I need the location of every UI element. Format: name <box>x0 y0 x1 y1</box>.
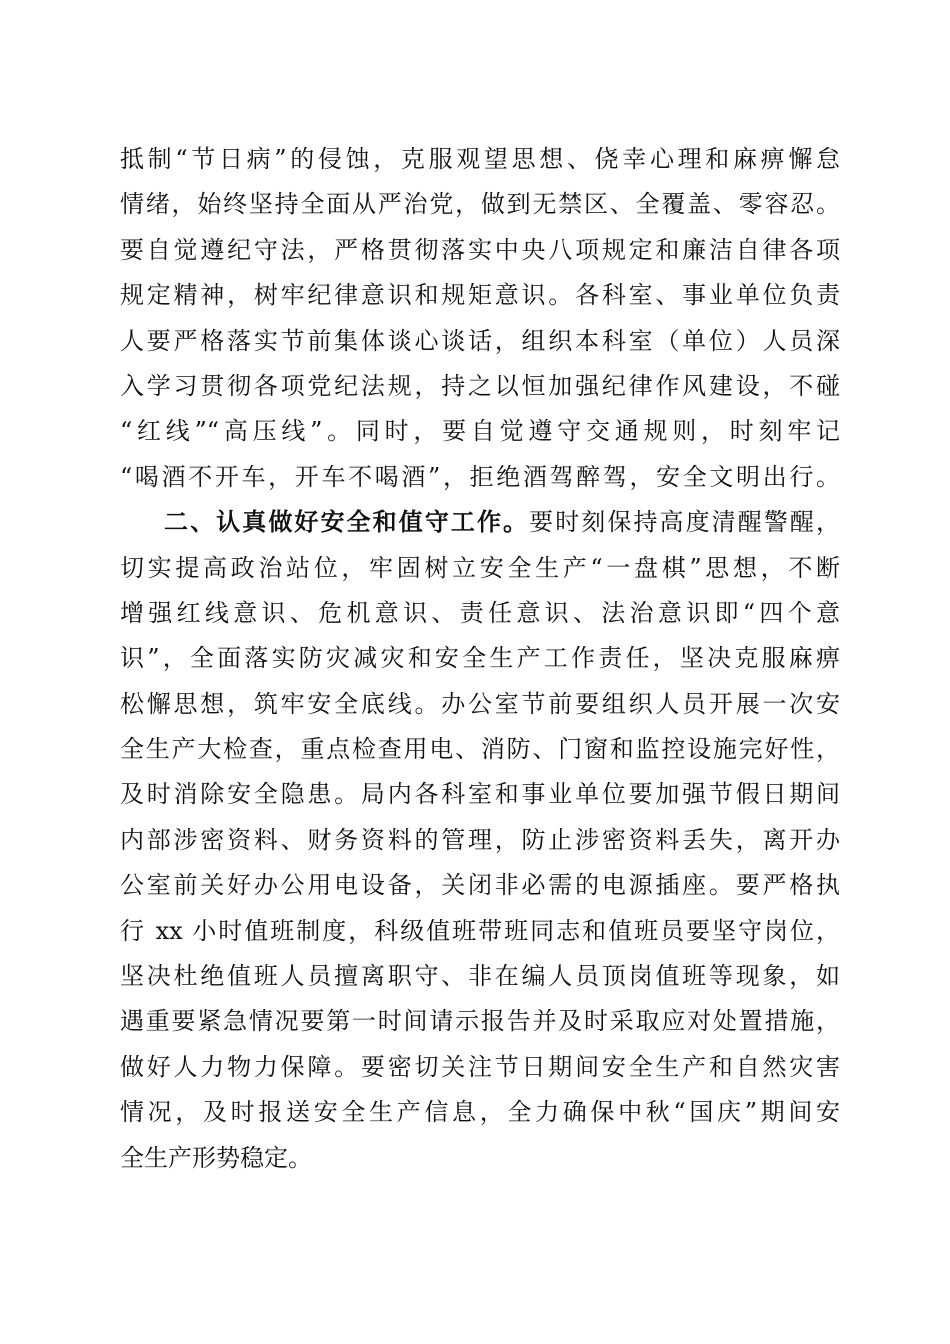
heading-line-rest: 要时刻保持高度清醒警醒， <box>529 508 841 537</box>
text-line: “红线”“高压线”。同时，要自觉遵守交通规则，时刻牢记 <box>120 417 840 446</box>
text-line: 行 xx 小时值班制度，科级值班带班同志和值班员要坚守岗位， <box>120 916 840 945</box>
section-heading: 二、认真做好安全和值守工作。 <box>164 508 530 537</box>
text-line: 情绪，始终坚持全面从严治党，做到无禁区、全覆盖、零容忍。 <box>120 190 840 219</box>
text-line: 人要严格落实节前集体谈心谈话，组织本科室（单位）人员深 <box>120 326 840 355</box>
text-line: 坚决杜绝值班人员擅离职守、非在编人员顶岗值班等现象，如 <box>120 962 840 991</box>
text-line: 增强红线意识、危机意识、责任意识、法治意识即“四个意 <box>120 598 840 627</box>
text-line: 全生产大检查，重点检查用电、消防、门窗和监控设施完好性， <box>120 735 840 764</box>
paragraph-discipline <box>120 137 840 500</box>
text-line: 遇重要紧急情况要第一时间请示报告并及时采取应对处置措施， <box>120 1007 840 1036</box>
text-line: 公室前关好办公用电设备，关闭非必需的电源插座。要严格执 <box>120 871 840 900</box>
text-line: 内部涉密资料、财务资料的管理，防止涉密资料丢失，离开办 <box>120 825 840 854</box>
document-body <box>120 137 840 1181</box>
text-line-with-heading <box>120 500 840 545</box>
text-line: 切实提高政治站位，牢固树立安全生产“一盘棋”思想，不断 <box>120 553 840 582</box>
text-line: 全生产形势稳定。 <box>120 1143 312 1172</box>
text-line: 抵制“节日病”的侵蚀，克服观望思想、侥幸心理和麻痹懈怠 <box>120 145 840 173</box>
text-line: 规定精神，树牢纪律意识和规矩意识。各科室、事业单位负责 <box>120 281 840 310</box>
text-line: 松懈思想，筑牢安全底线。办公室节前要组织人员开展一次安 <box>120 689 840 718</box>
text-line: 及时消除安全隐患。局内各科室和事业单位要加强节假日期间 <box>120 780 840 809</box>
text-line: 入学习贯彻各项党纪法规，持之以恒加强纪律作风建设，不碰 <box>120 371 840 400</box>
text-line: 做好人力物力保障。要密切关注节日期间安全生产和自然灾害 <box>120 1052 840 1081</box>
text-line: “喝酒不开车，开车不喝酒”，拒绝酒驾醉驾，安全文明出行。 <box>120 462 840 491</box>
paragraph-safety <box>120 500 840 1181</box>
text-line: 情况，及时报送安全生产信息，全力确保中秋“国庆”期间安 <box>120 1098 840 1127</box>
text-line: 识”，全面落实防灾减灾和安全生产工作责任，坚决克服麻痹 <box>120 644 840 673</box>
text-line: 要自觉遵纪守法，严格贯彻落实中央八项规定和廉洁自律各项 <box>120 235 840 264</box>
